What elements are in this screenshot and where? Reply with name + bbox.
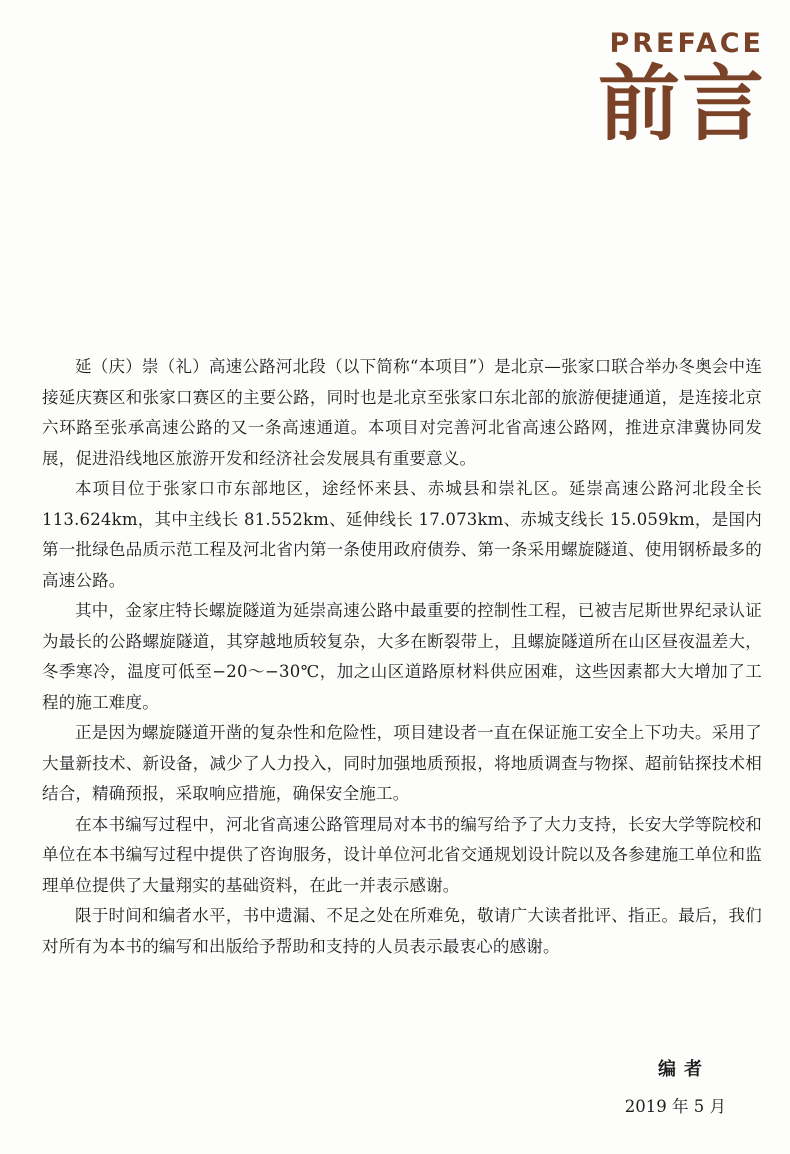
preface-english-title: PREFACE [609,28,764,59]
signature-author: 编者 [658,1059,710,1080]
preface-chinese-title: 前言 [597,57,766,152]
paragraph-6: 限于时间和编者水平，书中遗漏、不足之处在所难免，敬请广大读者批评、指正。最后，我们对所有为本书的编写和出版给予帮助和支持的人员表示最衷心的感谢。 [42,906,762,956]
paragraph-4: 正是因为螺旋隧道开凿的复杂性和危险性，项目建设者一直在保证施工安全上下功夫。采用了大量新技术、新设备，减少了人力投入，同时加强地质预报，将地质调查与物探、超前钻探技术相结合，精确预报，采取响应措施，确保安全施工。 [42,723,762,803]
paragraph-2: 本项目位于张家口市东部地区，途经怀来县、赤城县和崇礼区。延崇高速公路河北段全长 113.624km，其中主线长 81.552km、延伸线长 17.073km、赤城支线长 15.059km，是国内第一批绿色品质示范工程及河北省内第一条使用政府债券、第一条采用螺旋隧道、使用钢桥最多的高速公路。 [42,479,762,590]
paragraph-1: 延（庆）崇（礼）高速公路河北段（以下简称“本项目”）是北京—张家口联合举办冬奥会中连接延庆赛区和张家口赛区的主要公路，同时也是北京至张家口东北部的旅游便捷通道，是连接北京六环路至张承高速公路的又一条高速通道。本项目对完善河北省高速公路网，推进京津冀协同发展，促进沿线地区旅游开发和经济社会发展具有重要意义。 [42,357,762,468]
preface-body [42,352,762,962]
paragraph-3: 其中，金家庄特长螺旋隧道为延崇高速公路中最重要的控制性工程，已被吉尼斯世界纪录认证为最长的公路螺旋隧道，其穿越地质较复杂，大多在断裂带上，且螺旋隧道所在山区昼夜温差大，冬季寒冷，温度可低至−20～−30℃，加之山区道路原材料供应困难，这些因素都大大增加了工程的施工难度。 [42,601,762,712]
paragraph-5: 在本书编写过程中，河北省高速公路管理局对本书的编写给予了大力支持，长安大学等院校和单位在本书编写过程中提供了咨询服务，设计单位河北省交通规划设计院以及各参建施工单位和监理单位提供了大量翔实的基础资料，在此一并表示感谢。 [42,814,762,895]
signature-date: 2019 年 5 月 [624,1097,726,1116]
